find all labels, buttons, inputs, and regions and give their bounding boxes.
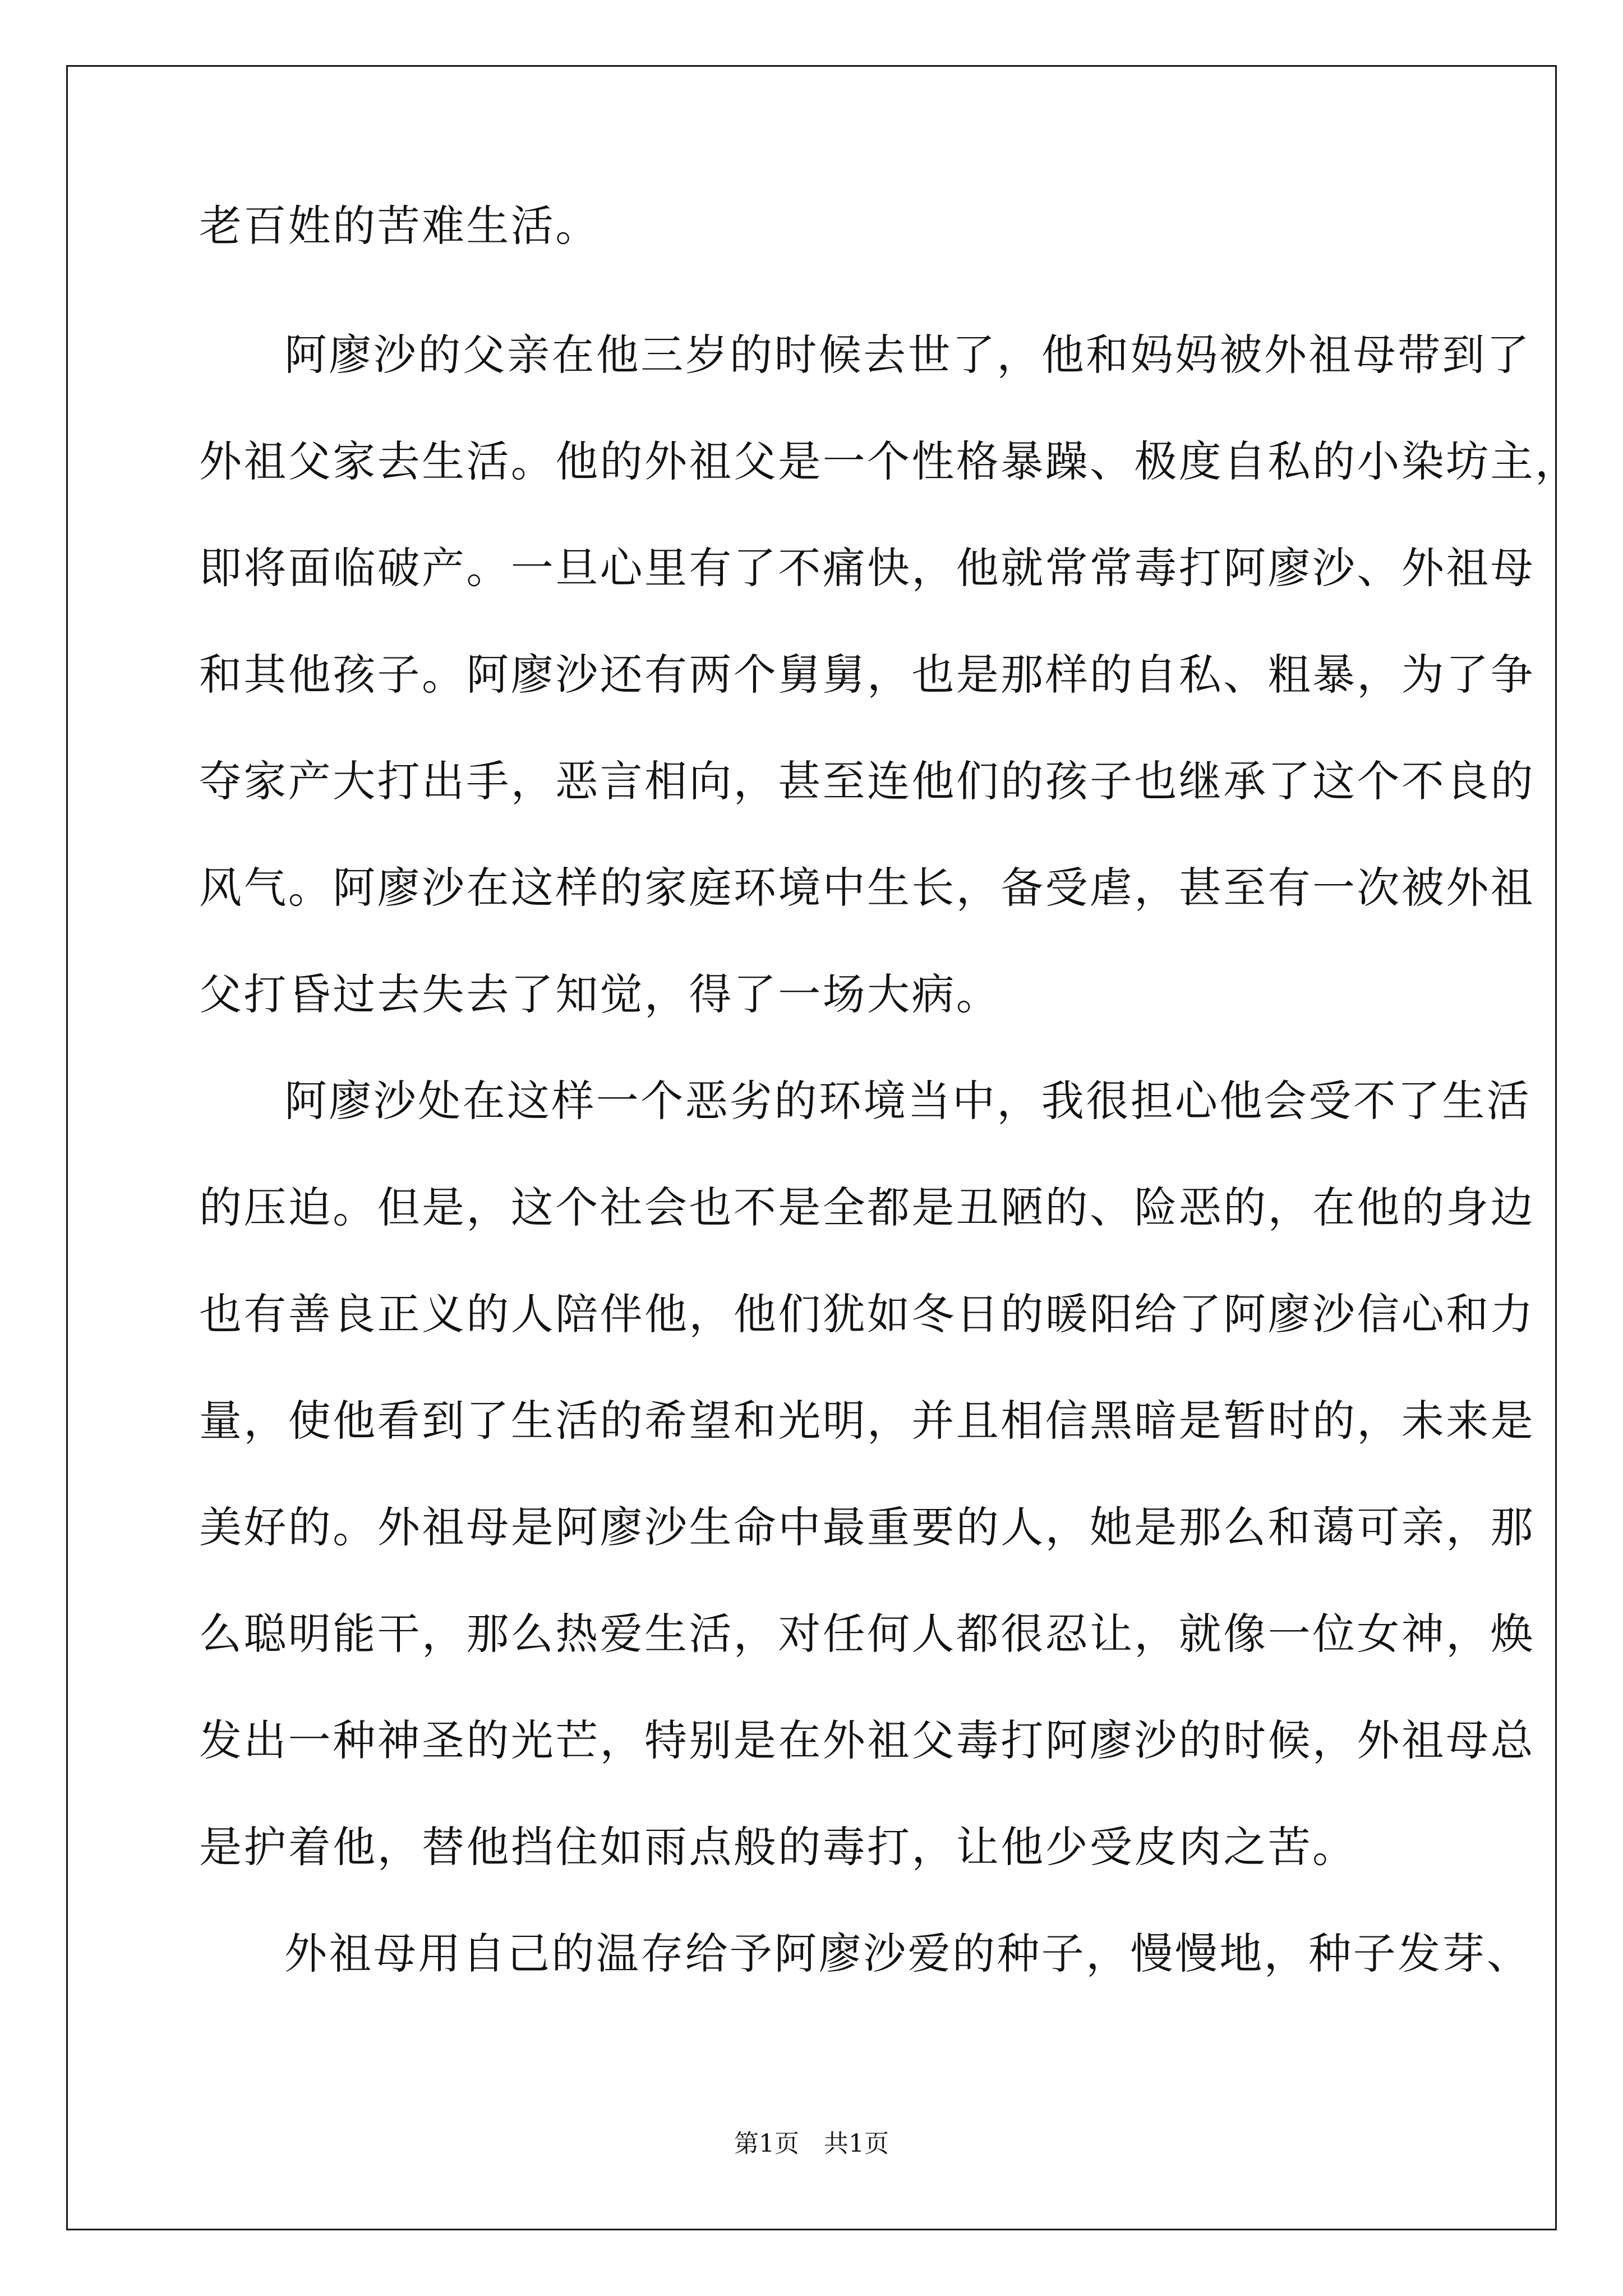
text-line: 发出一种神圣的光芒，特别是在外祖父毒打阿廖沙的时候，外祖母总: [199, 1715, 1535, 1765]
text-line: 外祖父家去生活。他的外祖父是一个性格暴躁、极度自私的小染坊主，: [199, 436, 1580, 486]
text-line: 么聪明能干，那么热爱生活，对任何人都很忍让，就像一位女神，焕: [199, 1609, 1535, 1659]
text-line: 也有善良正义的人陪伴他，他们犹如冬日的暖阳给了阿廖沙信心和力: [199, 1289, 1535, 1339]
text-line: 阿廖沙处在这样一个恶劣的环境当中，我很担心他会受不了生活: [284, 1076, 1532, 1126]
page-number: 第1页: [734, 2129, 799, 2158]
text-line: 美好的。外祖母是阿廖沙生命中最重要的人，她是那么和蔼可亲，那: [199, 1502, 1535, 1552]
document-body: [199, 195, 1580, 2007]
text-line: 父打昏过去失去了知觉，得了一场大病。: [199, 969, 1001, 1019]
text-line: 外祖母用自己的温存给予阿廖沙爱的种子，慢慢地，种子发芽、: [284, 1929, 1532, 1978]
text-line: 的压迫。但是，这个社会也不是全都是丑陋的、险恶的，在他的身边: [199, 1182, 1535, 1232]
text-line: 和其他孩子。阿廖沙还有两个舅舅，也是那样的自私、粗暴，为了争: [199, 650, 1535, 700]
text-line: 风气。阿廖沙在这样的家庭环境中生长，备受虐，甚至有一次被外祖: [199, 863, 1535, 913]
text-line: 夺家产大打出手，恶言相向，甚至连他们的孩子也继承了这个不良的: [199, 756, 1535, 806]
text-line: 量，使他看到了生活的希望和光明，并且相信黑暗是暂时的，未来是: [199, 1396, 1535, 1446]
text-line: 即将面临破产。一旦心里有了不痛快，他就常常毒打阿廖沙、外祖母: [199, 543, 1535, 593]
text-line: 是护着他，替他挡住如雨点般的毒打，让他少受皮肉之苦。: [199, 1822, 1357, 1872]
text-line: 阿廖沙的父亲在他三岁的时候去世了，他和妈妈被外祖母带到了: [284, 330, 1532, 380]
page-count: 共1页: [824, 2129, 889, 2158]
text-line: 老百姓的苦难生活。: [199, 201, 600, 251]
page-footer: [0, 2123, 1623, 2159]
